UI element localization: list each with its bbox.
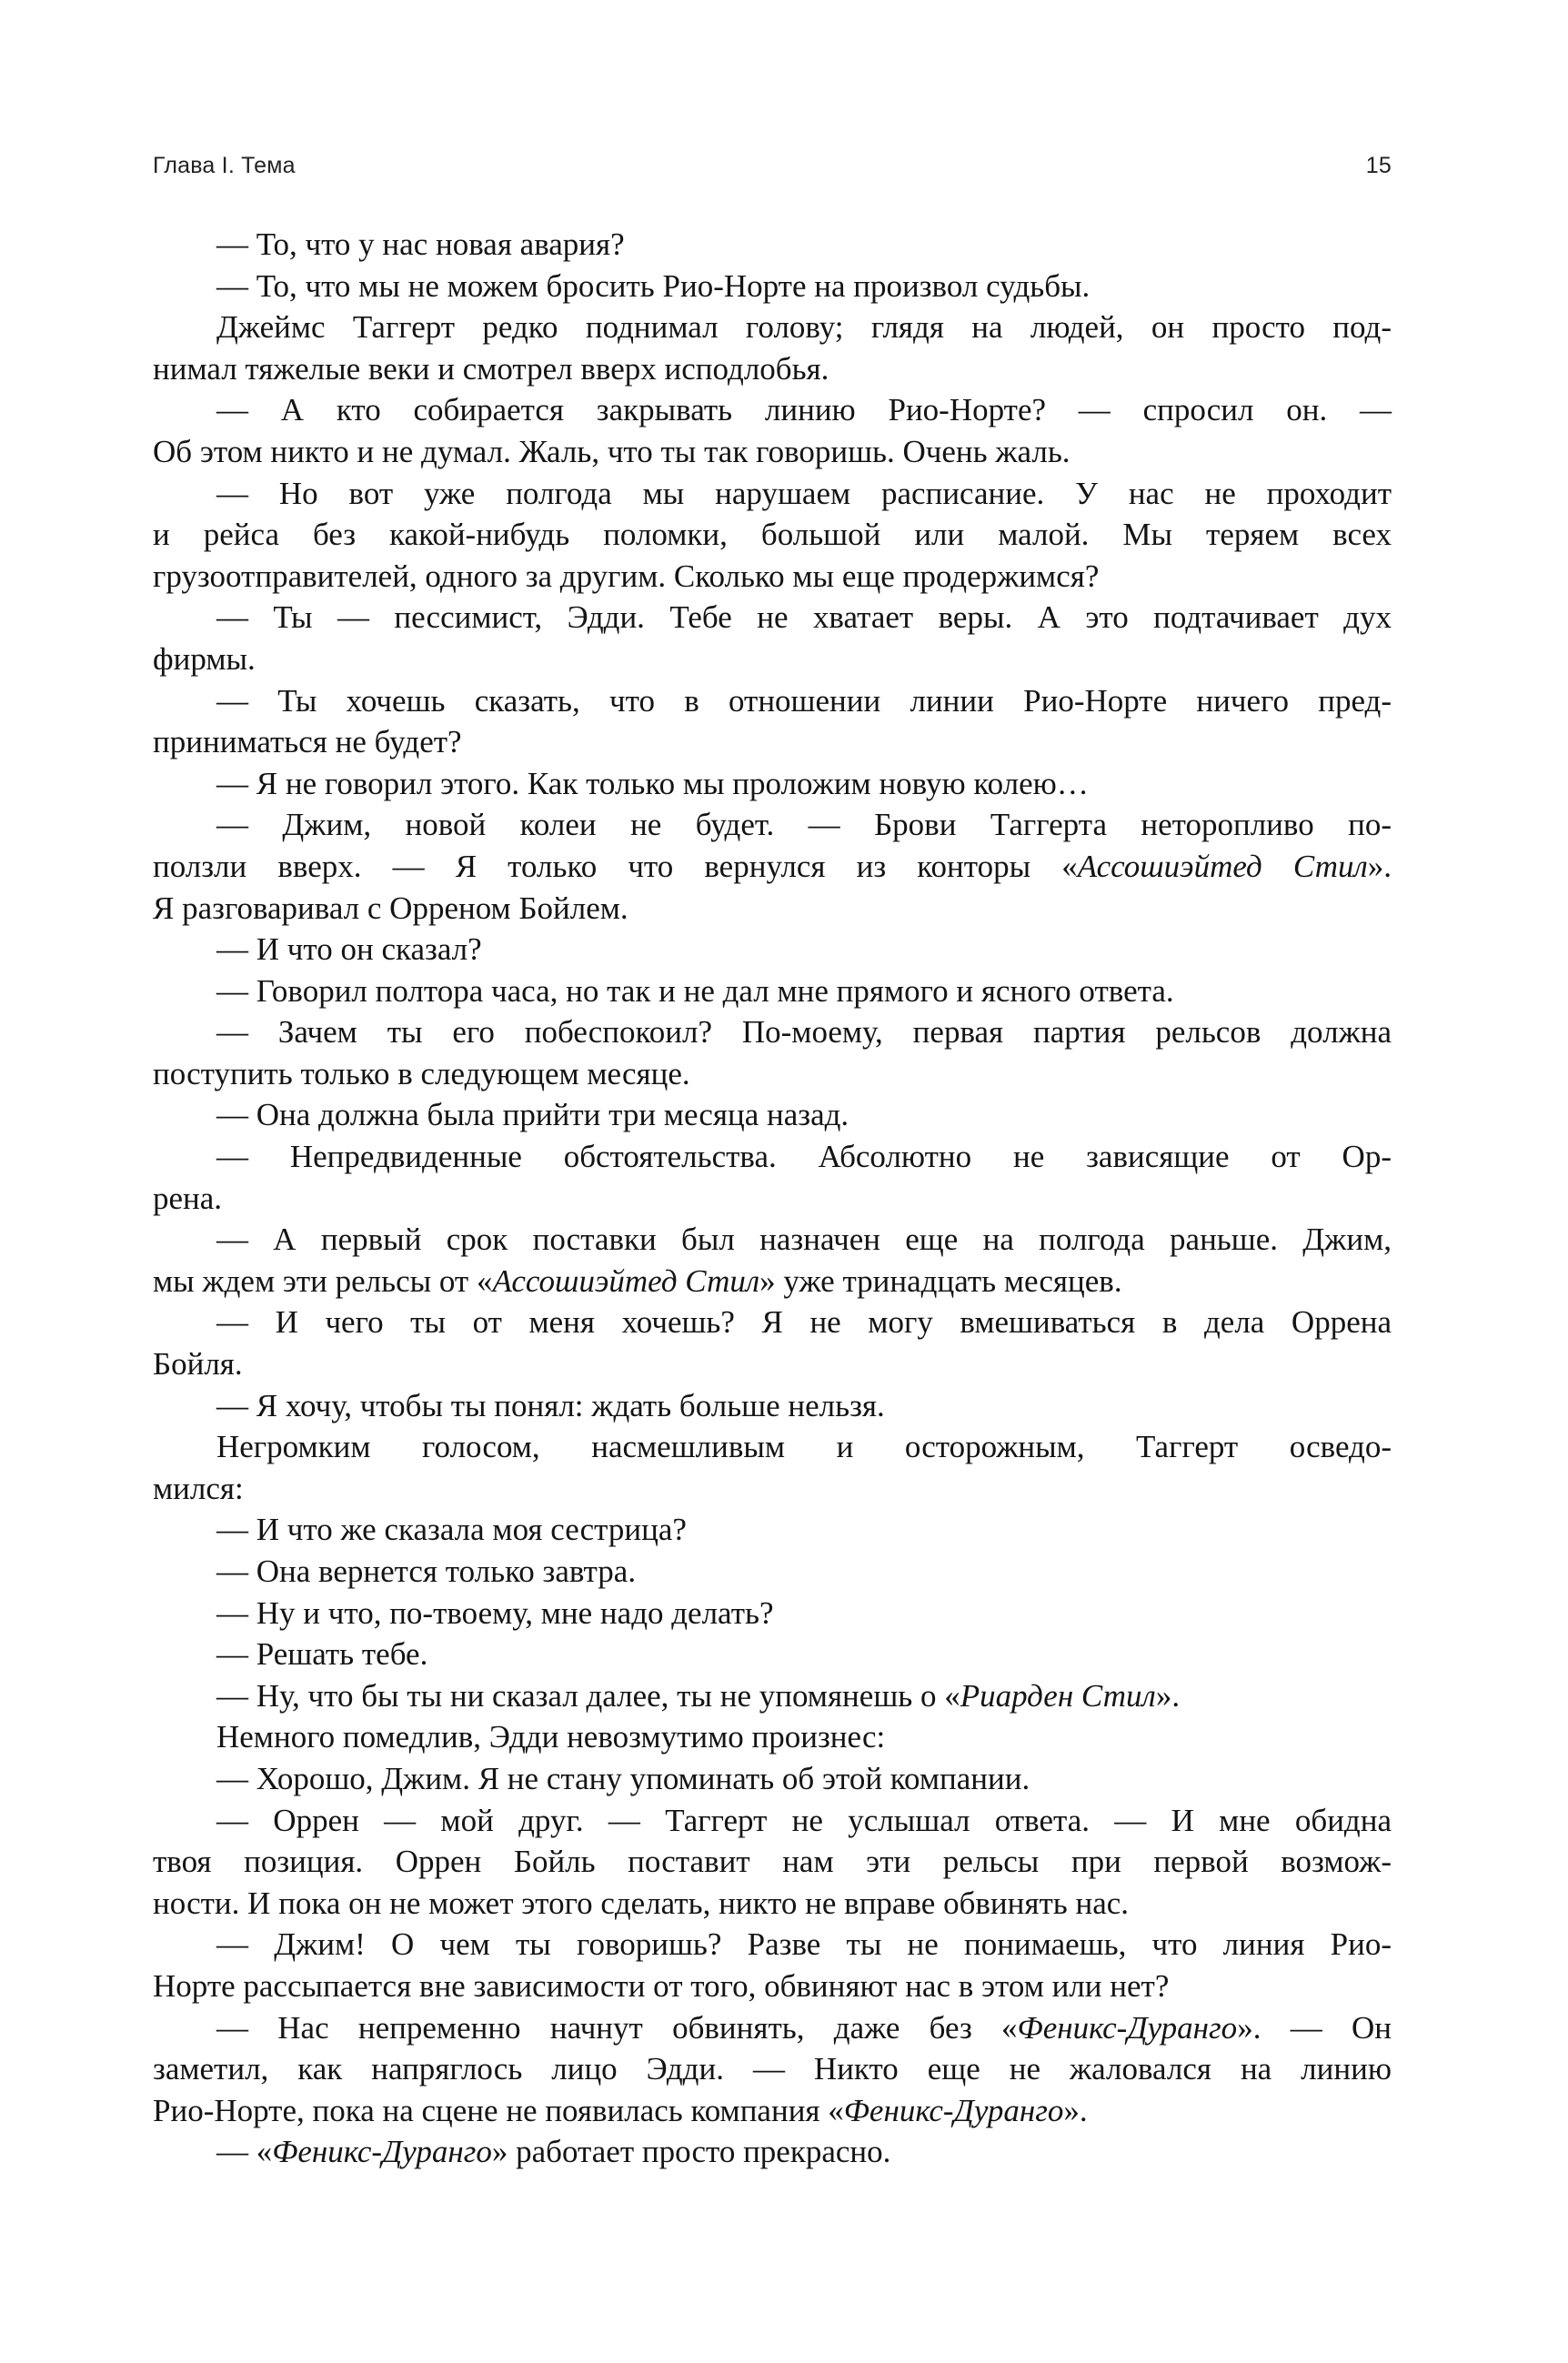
- text-line: ности. И пока он не может этого сделать, никто не вправе обвинять нас.: [153, 1885, 1130, 1921]
- text-line: рена.: [153, 1180, 223, 1216]
- body-text: [153, 224, 1392, 2173]
- paragraph: [153, 1593, 1392, 1634]
- text-line: — И чего ты от меня хочешь? Я не могу вмешиваться в дела Оррена: [216, 1304, 1392, 1341]
- text-line: — Я хочу, чтобы ты понял: ждать больше нельзя.: [216, 1387, 885, 1423]
- text-line: — Зачем ты его побеспокоил? По-моему, первая партия рельсов должна: [216, 1014, 1392, 1051]
- text-line: — Решать тебе.: [216, 1636, 428, 1673]
- paragraph: [153, 307, 1392, 389]
- paragraph: [153, 224, 1392, 266]
- text-line: — Нас непременно начнут обвинять, даже без «Феникс-Дуранго». — Он: [216, 2009, 1392, 2046]
- paragraph: [153, 2131, 1392, 2173]
- paragraph: [153, 763, 1392, 805]
- paragraph: [153, 929, 1392, 970]
- text-line: заметил, как напряглось лицо Эдди. — Никто еще не жаловался на линию: [153, 2051, 1392, 2087]
- text-line: Джеймс Таггерт редко поднимал голову; глядя на людей, он просто под-: [216, 309, 1392, 346]
- text-line: мы ждем эти рельсы от «Ассошиэйтед Стил» уже тринадцать месяцев.: [153, 1262, 1122, 1299]
- text-line: — Оррен — мой друг. — Таггерт не услышал ответа. — И мне обидна: [216, 1802, 1392, 1838]
- paragraph: [153, 1302, 1392, 1384]
- text-line: Немного помедлив, Эдди невозмутимо произнес:: [216, 1719, 886, 1755]
- paragraph: [153, 389, 1392, 472]
- paragraph: [153, 1551, 1392, 1593]
- text-line: твоя позиция. Оррен Бойль поставит нам эти рельсы при первой возмож-: [153, 1844, 1392, 1880]
- paragraph: [153, 1094, 1392, 1136]
- page-number: 15: [1365, 153, 1392, 178]
- text-line: Я разговаривал с Орреном Бойлем.: [153, 890, 628, 926]
- chapter-title: Глава I. Тема: [153, 153, 296, 178]
- text-line: — И что же сказала моя сестрица?: [216, 1512, 687, 1548]
- text-line: нимал тяжелые веки и смотрел вверх исподлобья.: [153, 350, 829, 387]
- text-line: грузоотправителей, одного за другим. Сколько мы еще продержимся?: [153, 558, 1100, 594]
- text-line: — Но вот уже полгода мы нарушаем расписание. У нас не проходит: [216, 475, 1392, 511]
- running-head: [153, 153, 1392, 179]
- text-line: Об этом никто и не думал. Жаль, что ты так говоришь. Очень жаль.: [153, 433, 1070, 469]
- text-line: — Она должна была прийти три месяца назад.: [216, 1097, 849, 1133]
- paragraph: [153, 1509, 1392, 1551]
- paragraph: [153, 1800, 1392, 1925]
- text-line: Негромким голосом, насмешливым и осторожным, Таггерт осведо-: [216, 1429, 1392, 1465]
- text-line: ползли вверх. — Я только что вернулся из конторы «Ассошиэйтед Стил».: [153, 848, 1392, 884]
- text-line: — Джим! О чем ты говоришь? Разве ты не понимаешь, что линия Рио-: [216, 1926, 1392, 1963]
- text-line: — Джим, новой колеи не будет. — Брови Таггерта неторопливо по-: [216, 807, 1392, 843]
- paragraph: [153, 1136, 1392, 1219]
- paragraph: [153, 2007, 1392, 2132]
- text-line: — Хорошо, Джим. Я не стану упоминать об этой компании.: [216, 1760, 1030, 1796]
- paragraph: [153, 1426, 1392, 1509]
- paragraph: [153, 1634, 1392, 1675]
- text-line: — Ну, что бы ты ни сказал далее, ты не упомянешь о «Риарден Стил».: [216, 1677, 1181, 1714]
- paragraph: [153, 597, 1392, 679]
- text-line: — То, что мы не можем бросить Рио-Норте на произвол судьбы.: [216, 267, 1091, 304]
- text-line: — «Феникс-Дуранго» работает просто прекрасно.: [216, 2134, 891, 2170]
- text-line: — Ну и что, по-твоему, мне надо делать?: [216, 1594, 774, 1631]
- text-line: — То, что у нас новая авария?: [216, 226, 625, 262]
- paragraph: [153, 1758, 1392, 1800]
- text-line: — А кто собирается закрывать линию Рио-Норте? — спросил он. —: [216, 392, 1392, 428]
- text-line: — Непредвиденные обстоятельства. Абсолютно не зависящие от Ор-: [216, 1139, 1392, 1175]
- text-line: и рейса без какой-нибудь поломки, большой или малой. Мы теряем всех: [153, 517, 1392, 553]
- text-line: Норте рассыпается вне зависимости от того, обвиняют нас в этом или нет?: [153, 1967, 1170, 2004]
- text-line: приниматься не будет?: [153, 724, 462, 760]
- text-line: фирмы.: [153, 640, 256, 677]
- paragraph: [153, 266, 1392, 307]
- paragraph: [153, 1385, 1392, 1427]
- paragraph: [153, 970, 1392, 1012]
- text-line: — И что он сказал?: [216, 931, 482, 968]
- text-line: — Говорил полтора часа, но так и не дал мне прямого и ясного ответа.: [216, 972, 1174, 1009]
- paragraph: [153, 1716, 1392, 1758]
- paragraph: [153, 1924, 1392, 2006]
- text-line: — Я не говорил этого. Как только мы проложим новую колею…: [216, 765, 1089, 801]
- text-line: мился:: [153, 1470, 244, 1506]
- paragraph: [153, 1675, 1392, 1717]
- paragraph: [153, 473, 1392, 598]
- text-line: Бойля.: [153, 1346, 243, 1383]
- paragraph: [153, 804, 1392, 929]
- text-line: — А первый срок поставки был назначен еще на полгода раньше. Джим,: [216, 1222, 1392, 1258]
- text-line: Рио-Норте, пока на сцене не появилась компания «Феникс-Дуранго».: [153, 2092, 1088, 2128]
- text-line: — Ты — пессимист, Эдди. Тебе не хватает веры. А это подтачивает дух: [216, 599, 1392, 636]
- text-line: — Она вернется только завтра.: [216, 1554, 637, 1589]
- text-line: поступить только в следующем месяце.: [153, 1055, 690, 1091]
- paragraph: [153, 680, 1392, 763]
- text-line: — Ты хочешь сказать, что в отношении линии Рио-Норте ничего пред-: [216, 682, 1392, 719]
- paragraph: [153, 1219, 1392, 1302]
- paragraph: [153, 1011, 1392, 1094]
